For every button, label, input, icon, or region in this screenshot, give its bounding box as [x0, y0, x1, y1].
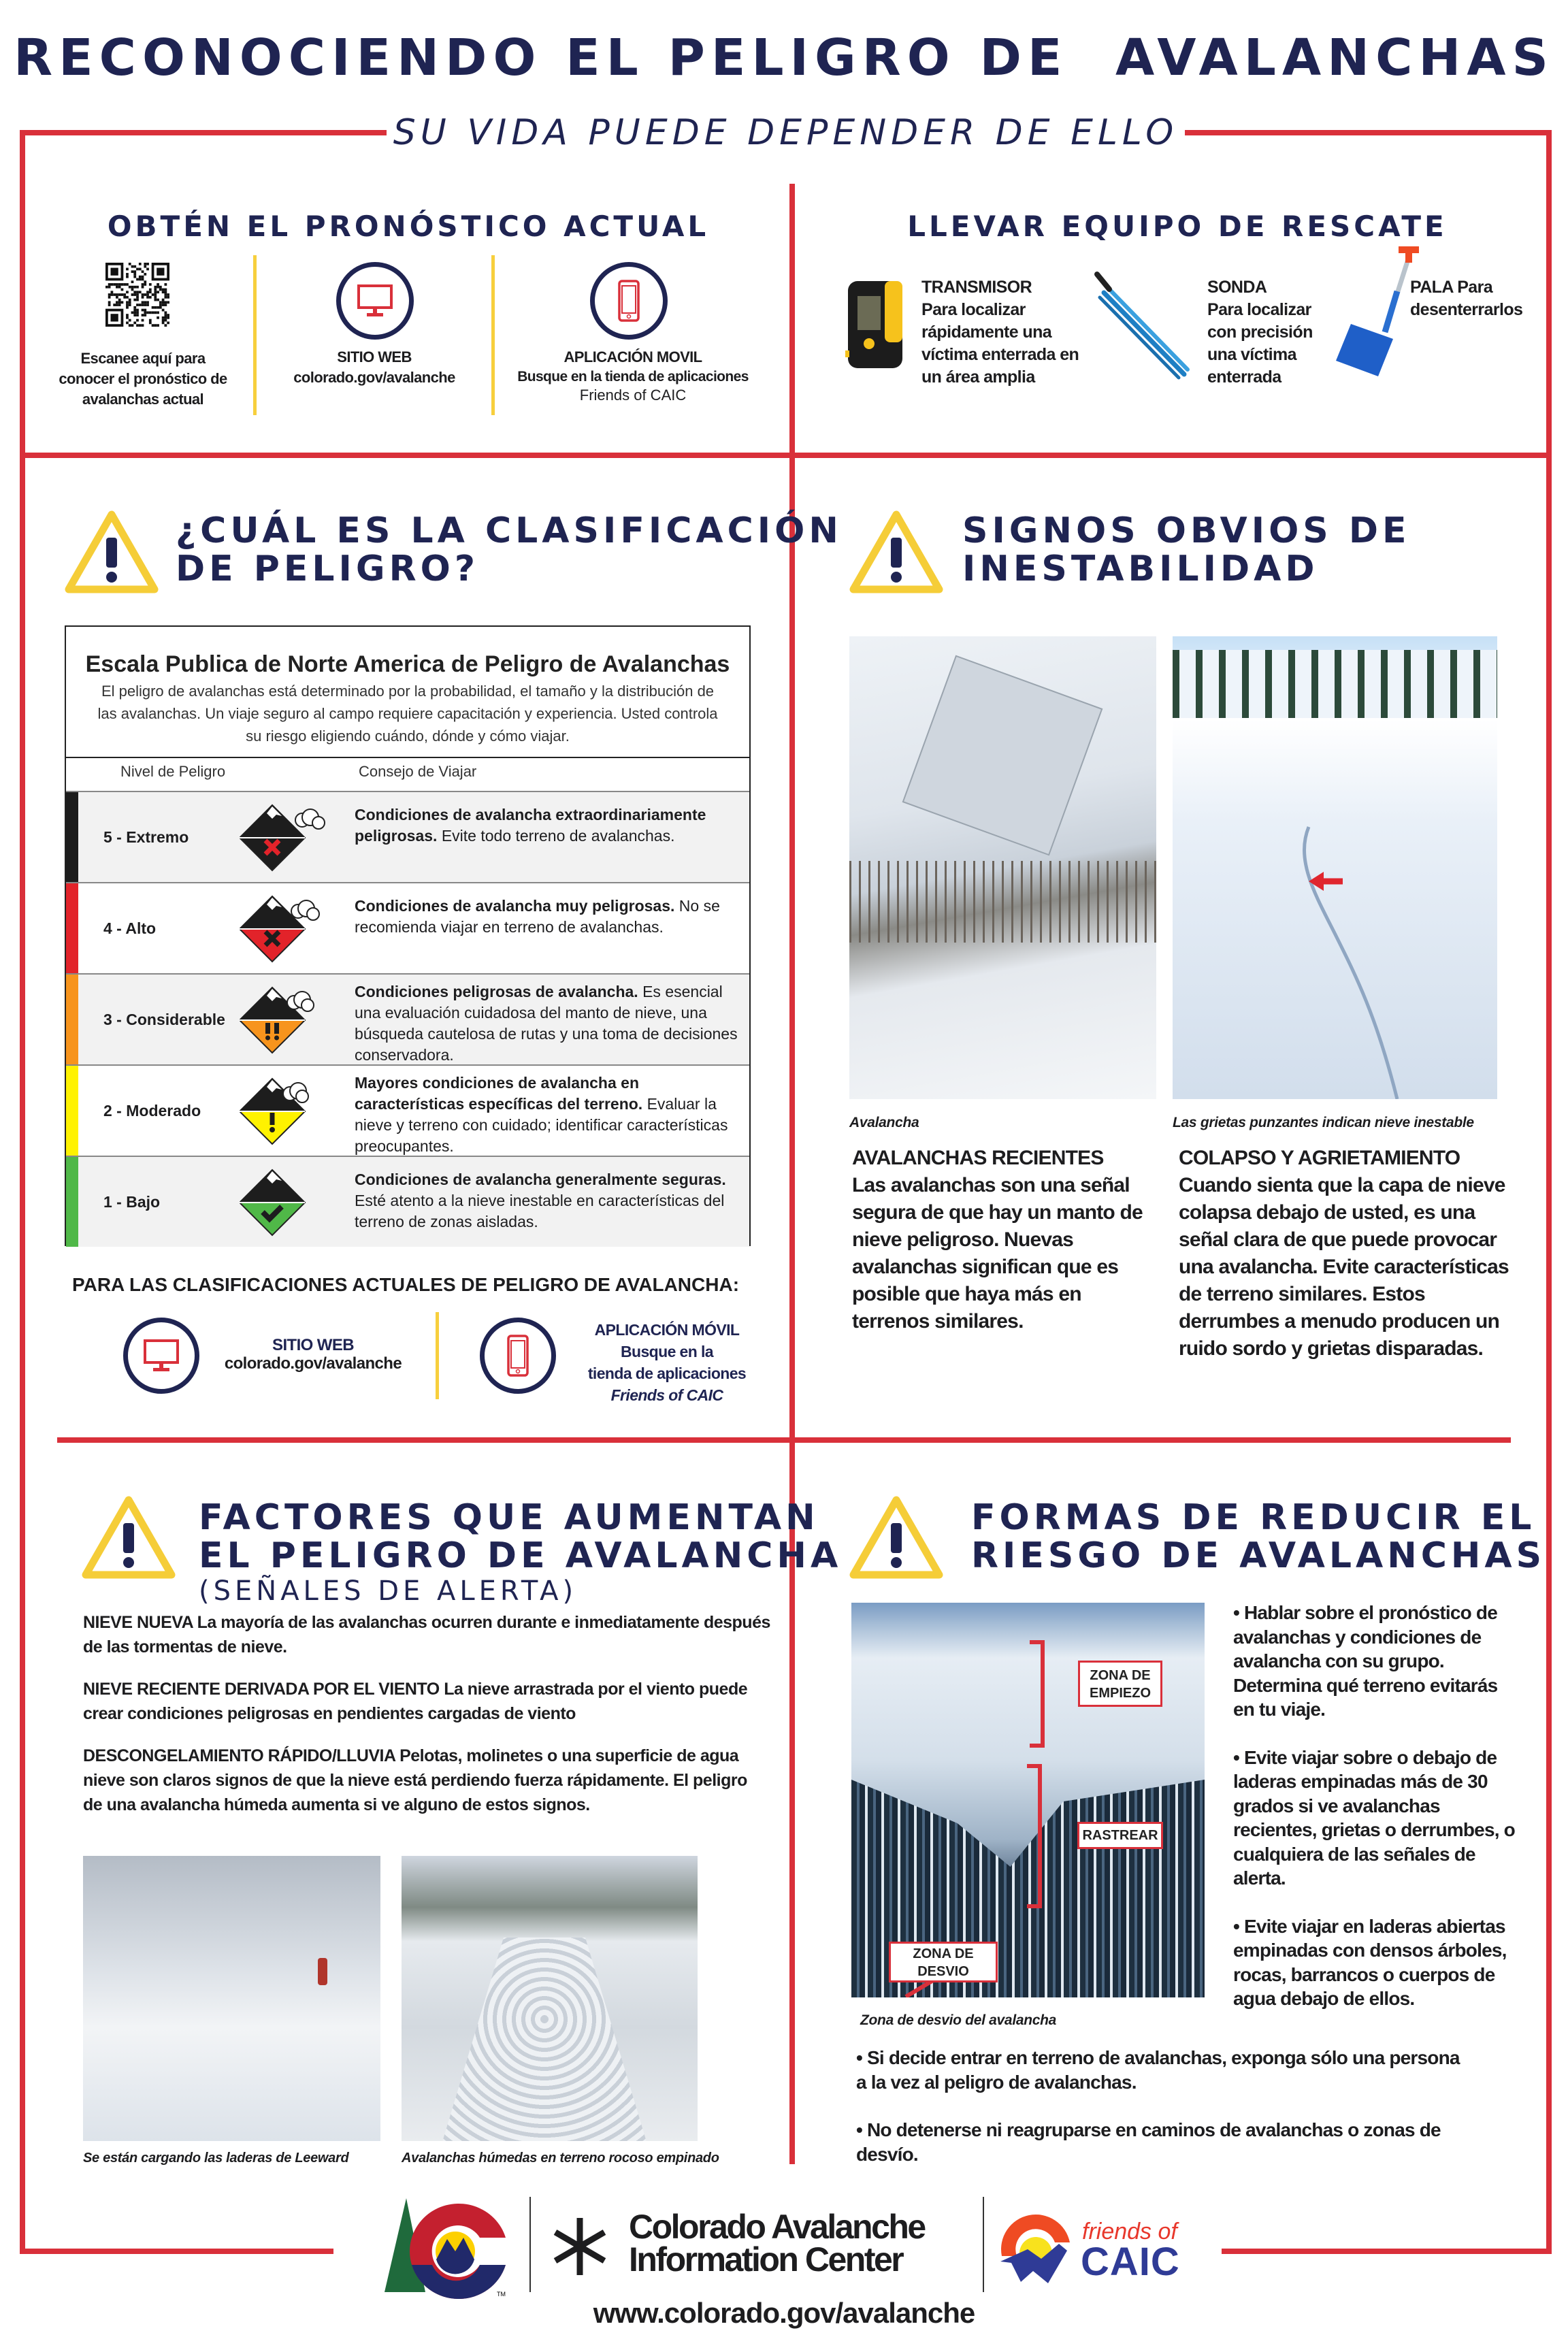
cracking-caption: Las grietas punzantes indican nieve inestable: [1173, 1115, 1474, 1130]
avalanche-path-photo: [851, 1603, 1205, 1997]
collapse-block: [1179, 1145, 1519, 1362]
danger-level-label: 1 - Bajo: [103, 1192, 161, 1211]
yellow-divider: [491, 255, 495, 415]
danger-color-strip: [66, 883, 78, 973]
danger-moderate-icon: [240, 1077, 328, 1145]
app-name: Friends of CAIC: [610, 1386, 723, 1404]
advice-text: Evite todo terreno de avalanchas.: [441, 827, 675, 845]
divider-vertical: [789, 184, 795, 2164]
frame-bottom-right: [1222, 2249, 1552, 2254]
advice-bold: Condiciones de avalancha extraordinariamente peligrosas.: [355, 806, 706, 845]
probe-name: SONDA: [1207, 278, 1267, 297]
avalanche-path-caption: Zona de desvio del avalancha: [860, 2012, 1057, 2028]
signs-heading-line2: INESTABILIDAD: [962, 549, 1319, 589]
transceiver-name: TRANSMISOR: [921, 278, 1032, 297]
avalanche-caption: Avalancha: [849, 1115, 919, 1130]
frame-right: [1546, 130, 1552, 2254]
recent-avalanches-block: [852, 1145, 1158, 1335]
monitor-icon: [356, 282, 394, 320]
footer-divider: [983, 2197, 984, 2292]
probe-icon: [1089, 269, 1191, 381]
danger-color-strip: [66, 1066, 78, 1156]
wind-loading-caption: Se están cargando las laderas de Leeward: [83, 2151, 349, 2166]
factor-wind: [83, 1677, 770, 1726]
shovel-desc: Para desenterrarlos: [1410, 278, 1523, 319]
app-name: Friends of CAIC: [579, 387, 687, 404]
scale-intro: El peligro de avalanchas está determinado por la probabilidad, el tamaño y la distribución de las avalanchas. Un viaje seguro al campo requiere capacitación y experiencia. Usted controla su riesgo eligiendo cuándo, dónde y cómo viajar.: [97, 683, 718, 745]
advice-text: Evaluar la nieve y terreno con cuidado; identificar características preocupantes.: [355, 1095, 728, 1155]
divider-horizontal-middle: [57, 1437, 1511, 1443]
danger-level-label: 3 - Considerable: [103, 1010, 225, 1028]
crack-and-arrow: [1173, 636, 1497, 1099]
rating-heading-line2: DE PELIGRO?: [176, 549, 479, 589]
collapse-title: COLAPSO Y AGRIETAMIENTO: [1179, 1147, 1460, 1169]
mobile-app-button[interactable]: [480, 1318, 556, 1394]
danger-level-label: 4 - Alto: [103, 919, 157, 937]
wet-avalanche-caption: Avalanchas húmedas en terreno rocoso empinado: [402, 2151, 719, 2166]
factor-title: NIEVE RECIENTE DERIVADA POR EL VIENTO: [83, 1680, 440, 1699]
reduce-bullet: • Evite viajar sobre o debajo de laderas empinadas más de 30 grados si ve avalanchas recientes, grietas o derrumbes, o cualquiera de las señales de alerta.: [1233, 1746, 1515, 1889]
trees: [849, 861, 1156, 943]
app-label: APLICACIÓN MÓVIL: [594, 1321, 740, 1339]
caic-name-line1: Colorado Avalanche: [629, 2208, 925, 2246]
wind-loading-photo: [83, 1856, 380, 2141]
qr-code-icon[interactable]: [105, 263, 169, 327]
advice-text: Esté atento a la nieve inestable en características del terreno de zonas aisladas.: [355, 1192, 725, 1230]
warning-icon: [849, 1494, 943, 1580]
reduce-heading-line1: FORMAS DE REDUCIR EL: [971, 1497, 1536, 1538]
avalanche-photo: [849, 636, 1156, 1099]
debris: [442, 1938, 647, 2141]
danger-level-row: [66, 1156, 749, 1247]
danger-level-row: [66, 973, 749, 1064]
caic-name: [629, 2210, 925, 2276]
danger-considerable-icon: [240, 986, 328, 1054]
page-subtitle: SU VIDA PUEDE DEPENDER DE ELLO: [393, 112, 1179, 153]
app-line1: Busque en la: [621, 1343, 713, 1360]
reduce-bullet: • Si decide entrar en terreno de avalanchas, exponga sólo una persona a la vez al peligro de avalanchas.: [856, 2047, 1460, 2093]
frame-top-left: [22, 130, 387, 135]
factor-text: La mayoría de las avalanchas ocurren durante e inmediatamente después de las tormentas de nieve.: [83, 1613, 770, 1656]
current-ratings-heading: PARA LAS CLASIFICACIONES ACTUALES DE PELIGRO DE AVALANCHA:: [72, 1274, 740, 1295]
advice-text: Es esencial una evaluación cuidadosa del manto de nieve, una búsqueda cautelosa de rutas y una toma de decisiones conservadora.: [355, 983, 738, 1064]
danger-color-strip: [66, 1157, 78, 1247]
website-button[interactable]: [123, 1318, 199, 1394]
start-zone-label: ZONA DE EMPIEZO: [1078, 1661, 1162, 1707]
reduce-bullet: • No detenerse ni reagruparse en caminos de avalanchas o zonas de desvío.: [856, 2119, 1441, 2165]
danger-level-label: 2 - Moderado: [103, 1101, 201, 1120]
reduce-heading-line2: RIESGO DE AVALANCHAS: [971, 1535, 1546, 1576]
yellow-divider: [253, 255, 257, 415]
runout-zone-label: ZONA DE DESVIO: [889, 1942, 998, 1982]
tm: TM: [497, 2291, 506, 2298]
skier: [318, 1958, 327, 1985]
shovel-name: PALA: [1410, 278, 1453, 297]
advice-text: No se recomienda viajar en terreno de avalanchas.: [355, 897, 720, 936]
website-url[interactable]: colorado.gov/avalanche: [224, 1354, 402, 1373]
track-bracket: [1027, 1764, 1042, 1908]
phone-icon: [615, 279, 642, 323]
factors-heading-line2: EL PELIGRO DE AVALANCHA: [199, 1535, 843, 1576]
col-advice-header: Consejo de Viajar: [359, 763, 477, 780]
warning-icon: [65, 509, 159, 595]
danger-advice: [355, 804, 742, 847]
factors-heading-line1: FACTORES QUE AUMENTAN: [199, 1497, 819, 1538]
factors-subheading: (SEÑALES DE ALERTA): [199, 1575, 578, 1607]
scale-header-line: [66, 757, 749, 758]
forecast-heading: OBTÉN EL PRONÓSTICO ACTUAL: [107, 210, 710, 243]
start-zone-bracket: [1030, 1640, 1045, 1748]
reduce-bullets: [1233, 1601, 1519, 2011]
yellow-divider: [436, 1312, 439, 1399]
danger-low-icon: [240, 1169, 328, 1237]
probe-desc: Para localizar con precisión una víctima enterrada: [1207, 300, 1313, 387]
snowflake-icon: [549, 2215, 611, 2278]
danger-advice: [355, 1169, 742, 1232]
advice-bold: Condiciones de avalancha muy peligrosas.: [355, 897, 675, 915]
col-level-header: Nivel de Peligro: [120, 763, 226, 780]
danger-scale-table: [65, 625, 751, 1246]
danger-advice: [355, 896, 742, 938]
page-title: RECONOCIENDO EL PELIGRO DE AVALANCHAS: [14, 29, 1554, 87]
factor-thaw: [83, 1744, 770, 1817]
warning-icon: [849, 509, 943, 595]
advice-bold: Condiciones de avalancha generalmente seguras.: [355, 1171, 726, 1188]
caic-text: CAIC: [1081, 2240, 1180, 2284]
warning-icon: [82, 1494, 176, 1580]
collapse-text: Cuando sienta que la capa de nieve colapsa debajo de usted, es una señal clara de que puede provocar una avalancha. Evite características de terreno similares. Estos derrumbes a menudo producen un ruido sordo y grietas disparadas.: [1179, 1174, 1509, 1360]
website-label: SITIO WEB: [272, 1336, 354, 1354]
footer-url[interactable]: www.colorado.gov/avalanche: [593, 2297, 975, 2329]
factor-new-snow: [83, 1610, 770, 1659]
danger-high-icon: [240, 895, 328, 963]
transceiver-desc: Para localizar rápidamente una víctima enterrada en un área amplia: [921, 300, 1079, 387]
rating-heading: [176, 512, 843, 588]
factors-heading: [199, 1499, 842, 1575]
wet-avalanche-photo: [402, 1856, 698, 2141]
danger-level-label: 5 - Extremo: [103, 828, 189, 846]
gear-heading: LLEVAR EQUIPO DE RESCATE: [907, 210, 1448, 243]
shovel-text: [1410, 276, 1546, 321]
app-info: [565, 1319, 769, 1406]
avalanche-crown: [902, 655, 1103, 856]
website-label: SITIO WEB: [337, 348, 412, 365]
signs-heading: [962, 512, 1411, 588]
qr-text: Escanee aquí para conocer el pronóstico de avalanchas actual: [59, 350, 227, 408]
factor-text: La nieve arrastrada por el viento puede crear condiciones peligrosas en pendientes cargadas de viento: [83, 1680, 748, 1723]
advice-bold: Mayores condiciones de avalancha en características específicas del terreno.: [355, 1074, 643, 1113]
reduce-wide-bullets: [856, 2046, 1469, 2167]
danger-advice: [355, 1073, 742, 1157]
signs-heading-line1: SIGNOS OBVIOS DE: [962, 510, 1411, 551]
divider-horizontal-top: [22, 453, 1549, 458]
friends-of-text: friends of: [1082, 2219, 1177, 2244]
cracking-photo: [1173, 636, 1497, 1099]
caic-name-line2: Information Center: [629, 2240, 903, 2278]
transceiver-icon: [845, 276, 905, 370]
factors-list: [83, 1610, 770, 1817]
factor-text: Pelotas, molinetes o una superficie de agua nieve son claros signos de que la nieve está perdiendo fuerza rápidamente. El peligro de una avalancha húmeda aumenta si ve alguno de estos signos.: [83, 1746, 747, 1814]
danger-advice: [355, 981, 742, 1066]
danger-level-row: [66, 791, 749, 882]
danger-color-strip: [66, 792, 78, 882]
friends-of-caic-logo: [1000, 2208, 1077, 2283]
colorado-logo: [385, 2197, 514, 2299]
danger-color-strip: [66, 975, 78, 1064]
frame-left: [20, 130, 25, 2254]
recent-avalanches-title: AVALANCHAS RECIENTES: [852, 1147, 1104, 1169]
factor-title: NIEVE NUEVA: [83, 1613, 193, 1632]
recent-avalanches-text: Las avalanchas son una señal segura de que hay un manto de nieve peligroso. Nuevas avalanchas significan que es posible que haya más en terrenos similares.: [852, 1174, 1143, 1333]
app-label: APLICACIÓN MOVIL: [564, 348, 702, 365]
track-label: RASTREAR: [1077, 1822, 1163, 1849]
website-url[interactable]: colorado.gov/avalanche: [293, 369, 455, 386]
app-text: Busque en la tienda de aplicaciones: [517, 369, 749, 385]
footer-divider: [529, 2197, 531, 2292]
scale-title: Escala Publica de Norte America de Peligro de Avalanchas: [85, 651, 730, 677]
probe-text: [1207, 276, 1330, 389]
phone-icon: [504, 1334, 532, 1377]
advice-bold: Condiciones peligrosas de avalancha.: [355, 983, 638, 1000]
frame-bottom-left: [20, 2249, 333, 2254]
danger-level-row: [66, 882, 749, 973]
transceiver-text: [921, 276, 1092, 389]
website-button[interactable]: [336, 262, 414, 340]
app-line2: tienda de aplicaciones: [587, 1365, 747, 1382]
frame-top-right: [1185, 130, 1549, 135]
danger-extreme-icon: [240, 804, 328, 872]
factor-title: DESCONGELAMIENTO RÁPIDO/LLUVIA: [83, 1746, 395, 1765]
runout-arrow: [892, 1980, 947, 1997]
reduce-bullet: • Hablar sobre el pronóstico de avalanchas y condiciones de avalancha con su grupo. Determina qué terreno evitarás en tu viaje.: [1233, 1602, 1498, 1720]
danger-level-row: [66, 1064, 749, 1156]
mobile-app-button[interactable]: [590, 262, 668, 340]
reduce-heading: [971, 1499, 1546, 1575]
monitor-icon: [142, 1337, 180, 1375]
reduce-bullet: • Evite viajar en laderas abiertas empinadas con densos árboles, rocas, barrancos o cuerpos de agua debajo de ellos.: [1233, 1915, 1507, 2009]
rating-heading-line1: ¿CUÁL ES LA CLASIFICACIÓN: [176, 510, 843, 551]
